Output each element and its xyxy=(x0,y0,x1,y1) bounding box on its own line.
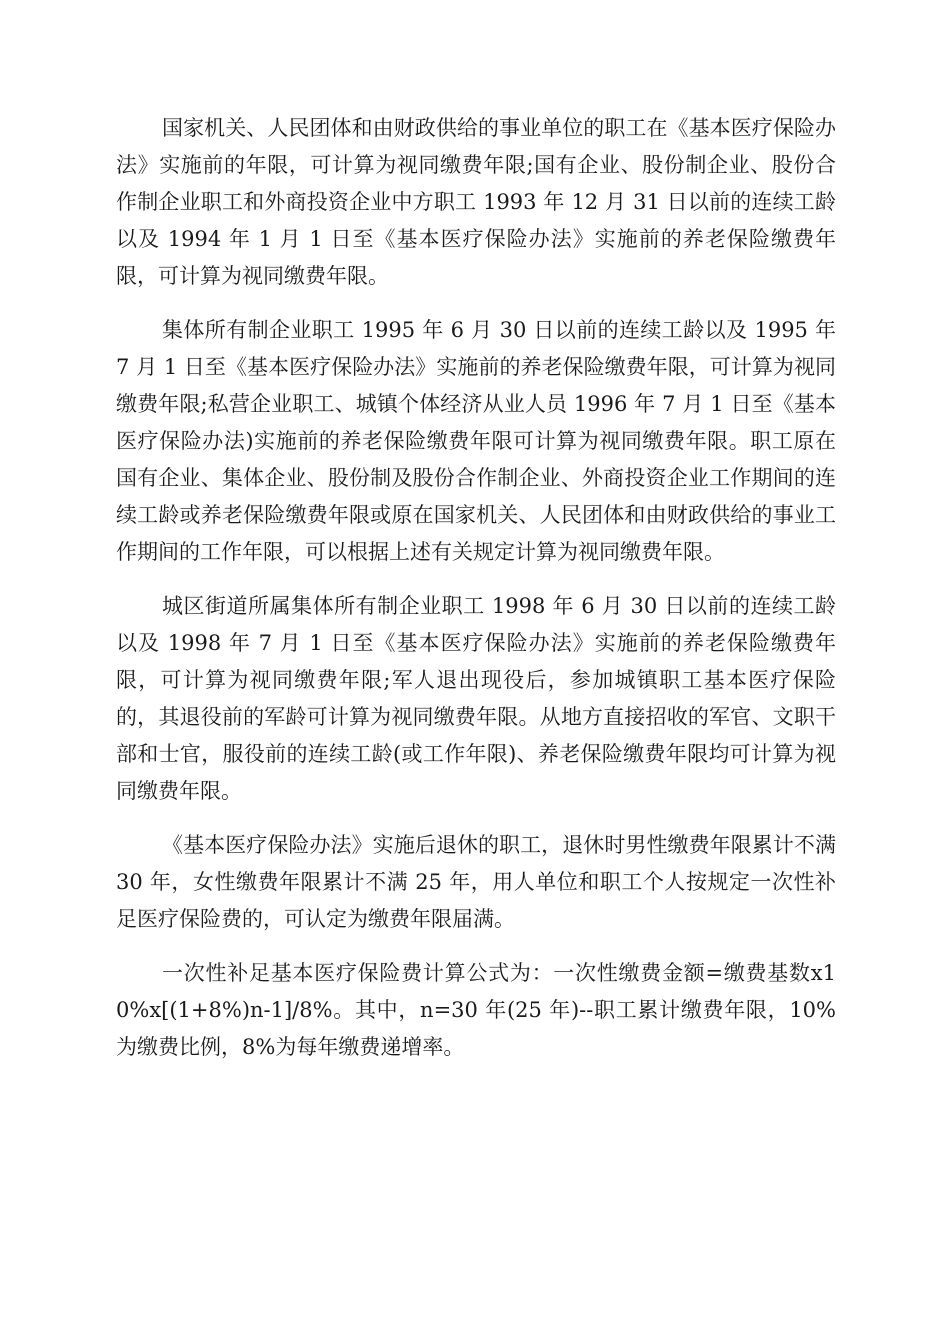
paragraph-4: 《基本医疗保险办法》实施后退休的职工，退休时男性缴费年限累计不满 30 年，女性缴费年限累计不满 25 年，用人单位和职工个人按规定一次性补足医疗保险费的，可认定为缴费年限届满。 xyxy=(116,833,836,931)
paragraph-5: 一次性补足基本医疗保险费计算公式为：一次性缴费金额=缴费基数x10%x[(1+8%)n-1]/8%。其中，n=30 年(25 年)--职工累计缴费年限，10%为缴费比例，8%为每年缴费递增率。 xyxy=(116,961,836,1059)
paragraph-2: 集体所有制企业职工 1995 年 6 月 30 日以前的连续工龄以及 1995 年 7 月 1 日至《基本医疗保险办法》实施前的养老保险缴费年限，可计算为视同缴费年限;私营企业职工、城镇个体经济从业人员 1996 年 7 月 1 日至《基本医疗保险办法)实施前的养老保险缴费年限可计算为视同缴费年限。职工原在国有企业、集体企业、股份制及股份合作制企业、外商投资企业工作期间的连续工龄或养老保险缴费年限或原在国家机关、人民团体和由财政供给的事业工作期间的工作年限，可以根据上述有关规定计算为视同缴费年限。 xyxy=(116,318,836,564)
paragraph-3: 城区街道所属集体所有制企业职工 1998 年 6 月 30 日以前的连续工龄以及 1998 年 7 月 1 日至《基本医疗保险办法》实施前的养老保险缴费年限，可计算为视同缴费年限;军人退出现役后，参加城镇职工基本医疗保险的，其退役前的军龄可计算为视同缴费年限。从地方直接招收的军官、文职干部和士官，服役前的连续工龄(或工作年限)、养老保险缴费年限均可计算为视同缴费年限。 xyxy=(116,594,836,803)
paragraph-1: 国家机关、人民团体和由财政供给的事业单位的职工在《基本医疗保险办法》实施前的年限，可计算为视同缴费年限;国有企业、股份制企业、股份合作制企业职工和外商投资企业中方职工 1993 年 12 月 31 日以前的连续工龄以及 1994 年 1 月 1 日至《基本医疗保险办法》实施前的养老保险缴费年限，可计算为视同缴费年限。 xyxy=(116,116,836,288)
document-body xyxy=(116,110,836,1083)
